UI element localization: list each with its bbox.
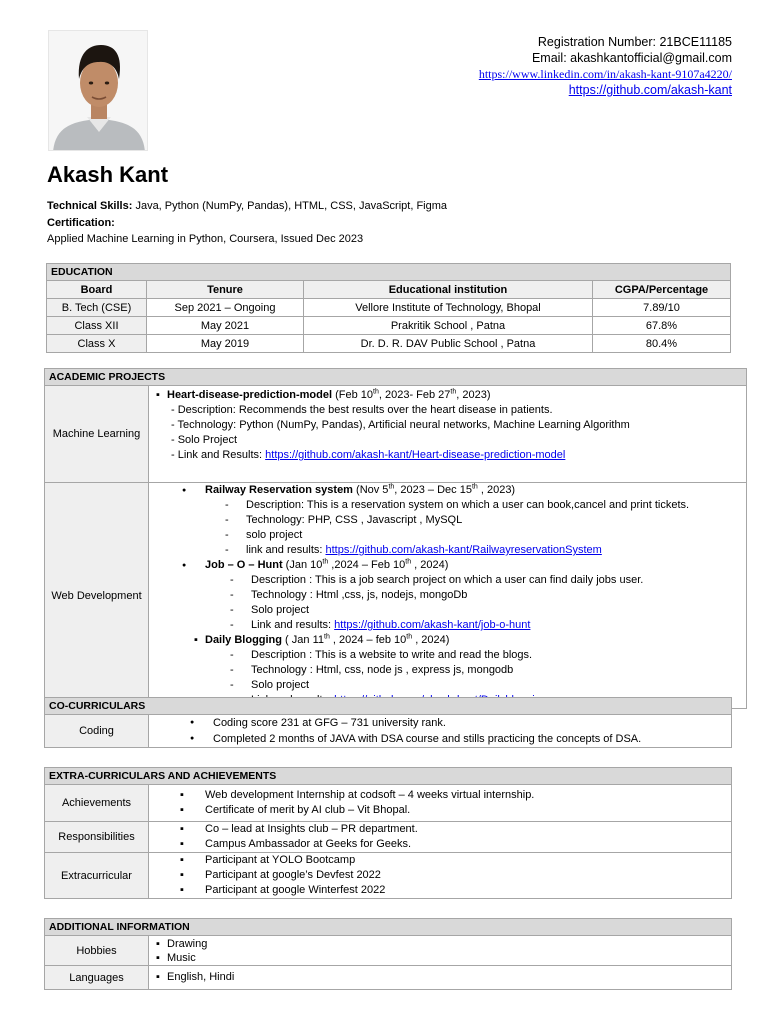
- sup: th: [471, 483, 478, 491]
- sup: th: [405, 558, 412, 566]
- list-item: ▪ Participant at google Winterfest 2022: [191, 883, 727, 898]
- profile-photo: [48, 30, 148, 151]
- project-date: (Feb 10: [332, 389, 374, 401]
- project-date: ( Jan 11: [282, 634, 324, 646]
- project-date: , 2023- Feb 27: [378, 389, 451, 401]
- list-item: ▪ Participant at YOLO Bootcamp: [191, 853, 727, 868]
- project-date: , 2023): [456, 389, 491, 401]
- list-item: ▪ Certificate of merit by AI club – Vit Bhopal.: [191, 803, 727, 818]
- list-item: - Technology : Html, css, node js , express js, mongodb: [251, 663, 742, 678]
- list-item: ▪ Participant at google’s Devfest 2022: [191, 868, 727, 883]
- list-item: - Technology: Python (NumPy, Pandas), Artificial neural networks, Machine Learning Algorithm: [171, 419, 630, 431]
- extracurricular-label: Extracurricular: [45, 853, 149, 899]
- col-tenure: Tenure: [147, 281, 304, 299]
- list-item: - Solo project: [251, 603, 742, 618]
- cocurricular-table: [44, 697, 732, 748]
- project-date: ,2024 – Feb 10: [328, 559, 406, 571]
- web-projects: [205, 483, 742, 708]
- list-item: - Description: This is a reservation system on which a user can book,cancel and print tickets.: [246, 498, 742, 513]
- cell-cgpa: 7.89/10: [593, 299, 731, 317]
- railway-project-link[interactable]: https://github.com/akash-kant/RailwayreservationSystem: [325, 544, 602, 556]
- cell-institution: Dr. D. R. DAV Public School , Patna: [304, 335, 593, 353]
- coding-label: Coding: [45, 715, 149, 748]
- additional-table: [44, 918, 732, 990]
- cell-board: Class XII: [47, 317, 147, 335]
- education-table: [46, 263, 731, 353]
- col-board: Board: [47, 281, 147, 299]
- ml-label: Machine Learning: [45, 386, 149, 483]
- sup: th: [388, 483, 395, 491]
- cell-tenure: May 2019: [147, 335, 304, 353]
- projects-title: ACADEMIC PROJECTS: [45, 369, 747, 386]
- link-prefix: Link and results:: [251, 619, 335, 631]
- list-item: ▪ Web development Internship at codsoft – 4 weeks virtual internship.: [191, 788, 727, 803]
- list-item: - Description : This is a job search project on which a user can find daily jobs user.: [251, 573, 742, 588]
- contact-block: [479, 34, 732, 98]
- col-institution: Educational institution: [304, 281, 593, 299]
- skills-value: Java, Python (NumPy, Pandas), HTML, CSS, JavaScript, Figma: [132, 200, 448, 212]
- table-row: [47, 317, 731, 335]
- skills-label: Technical Skills:: [47, 200, 133, 212]
- list-item: ● Coding score 231 at GFG – 731 university rank.: [213, 715, 727, 731]
- sup: th: [324, 633, 330, 641]
- extra-table: [44, 767, 732, 899]
- project-date: , 2024): [411, 559, 449, 571]
- list-item: ▪ Co – lead at Insights club – PR department.: [191, 822, 727, 837]
- certification-value: Applied Machine Learning in Python, Coursera, Issued Dec 2023: [47, 233, 364, 245]
- linkedin-link[interactable]: https://www.linkedin.com/in/akash-kant-9107a4220/: [478, 67, 732, 81]
- ml-project: [167, 388, 742, 463]
- responsibilities-label: Responsibilities: [45, 822, 149, 853]
- table-row: [47, 335, 731, 353]
- project-name: Railway Reservation system: [205, 484, 353, 496]
- cocurricular-title: CO-CURRICULARS: [45, 698, 732, 715]
- link-prefix: - Link and Results:: [171, 449, 266, 461]
- cell-tenure: Sep 2021 – Ongoing: [147, 299, 304, 317]
- list-item: ▪ English, Hindi: [167, 970, 727, 985]
- cell-institution: Prakritik School , Patna: [304, 317, 593, 335]
- list-item: - Description : This is a website to write and read the blogs.: [251, 648, 742, 663]
- projects-table: [44, 368, 747, 709]
- additional-title: ADDITIONAL INFORMATION: [45, 919, 732, 936]
- list-item: - Technology: PHP, CSS , Javascript , MySQL: [246, 513, 742, 528]
- cell-cgpa: 67.8%: [593, 317, 731, 335]
- education-title: EDUCATION: [47, 264, 731, 281]
- sup: th: [322, 558, 329, 566]
- sup: th: [450, 388, 457, 396]
- project-name: Job – O – Hunt: [205, 559, 283, 571]
- hobbies-label: Hobbies: [45, 936, 149, 966]
- candidate-name: Akash Kant: [47, 162, 169, 187]
- list-item: ▪ Music: [167, 951, 727, 965]
- jobohunt-project-link[interactable]: https://github.com/akash-kant/job-o-hunt: [334, 619, 531, 631]
- cell-board: Class X: [47, 335, 147, 353]
- list-item: ● Completed 2 months of JAVA with DSA course and stills practicing the concepts of DSA.: [213, 731, 727, 747]
- sup: th: [373, 388, 379, 396]
- list-item: - Solo Project: [171, 434, 238, 446]
- project-date: , 2023 – Dec 15: [394, 484, 472, 496]
- table-row: [47, 299, 731, 317]
- list-item: - Solo project: [251, 678, 742, 693]
- col-cgpa: CGPA/Percentage: [593, 281, 731, 299]
- ml-project-link[interactable]: https://github.com/akash-kant/Heart-disease-prediction-model: [265, 449, 566, 461]
- github-link[interactable]: https://github.com/akash-kant: [568, 83, 732, 97]
- cell-institution: Vellore Institute of Technology, Bhopal: [304, 299, 593, 317]
- list-item: - Technology : Html ,css, js, nodejs, mongoDb: [251, 588, 742, 603]
- skills-block: [47, 198, 447, 248]
- list-item: ▪ Campus Ambassador at Geeks for Geeks.: [191, 837, 727, 852]
- cell-board: B. Tech (CSE): [47, 299, 147, 317]
- list-item: - solo project: [246, 528, 742, 543]
- person-photo-icon: [49, 31, 148, 151]
- project-date: (Jan 10: [282, 559, 323, 571]
- project-name: Heart-disease-prediction-model: [167, 389, 333, 401]
- list-item: - Description: Recommends the best results over the heart disease in patients.: [171, 404, 553, 416]
- certification-label: Certification:: [47, 216, 115, 229]
- extra-title: EXTRA-CURRICULARS AND ACHIEVEMENTS: [45, 768, 732, 785]
- achievements-label: Achievements: [45, 785, 149, 822]
- list-item: ▪ Drawing: [167, 937, 727, 951]
- web-label: Web Development: [45, 483, 149, 709]
- cell-cgpa: 80.4%: [593, 335, 731, 353]
- project-date: , 2024 – feb 10: [329, 634, 407, 646]
- project-date: , 2024): [412, 634, 450, 646]
- project-date: , 2023): [477, 484, 516, 496]
- project-name: Daily Blogging: [205, 634, 282, 646]
- email: Email: akashkantofficial@gmail.com: [531, 51, 732, 65]
- project-date: (Nov 5: [352, 484, 389, 496]
- registration-number: Registration Number: 21BCE11185: [537, 35, 732, 49]
- cell-tenure: May 2021: [147, 317, 304, 335]
- sup: th: [406, 633, 413, 641]
- link-prefix: link and results:: [246, 544, 326, 556]
- languages-label: Languages: [45, 966, 149, 990]
